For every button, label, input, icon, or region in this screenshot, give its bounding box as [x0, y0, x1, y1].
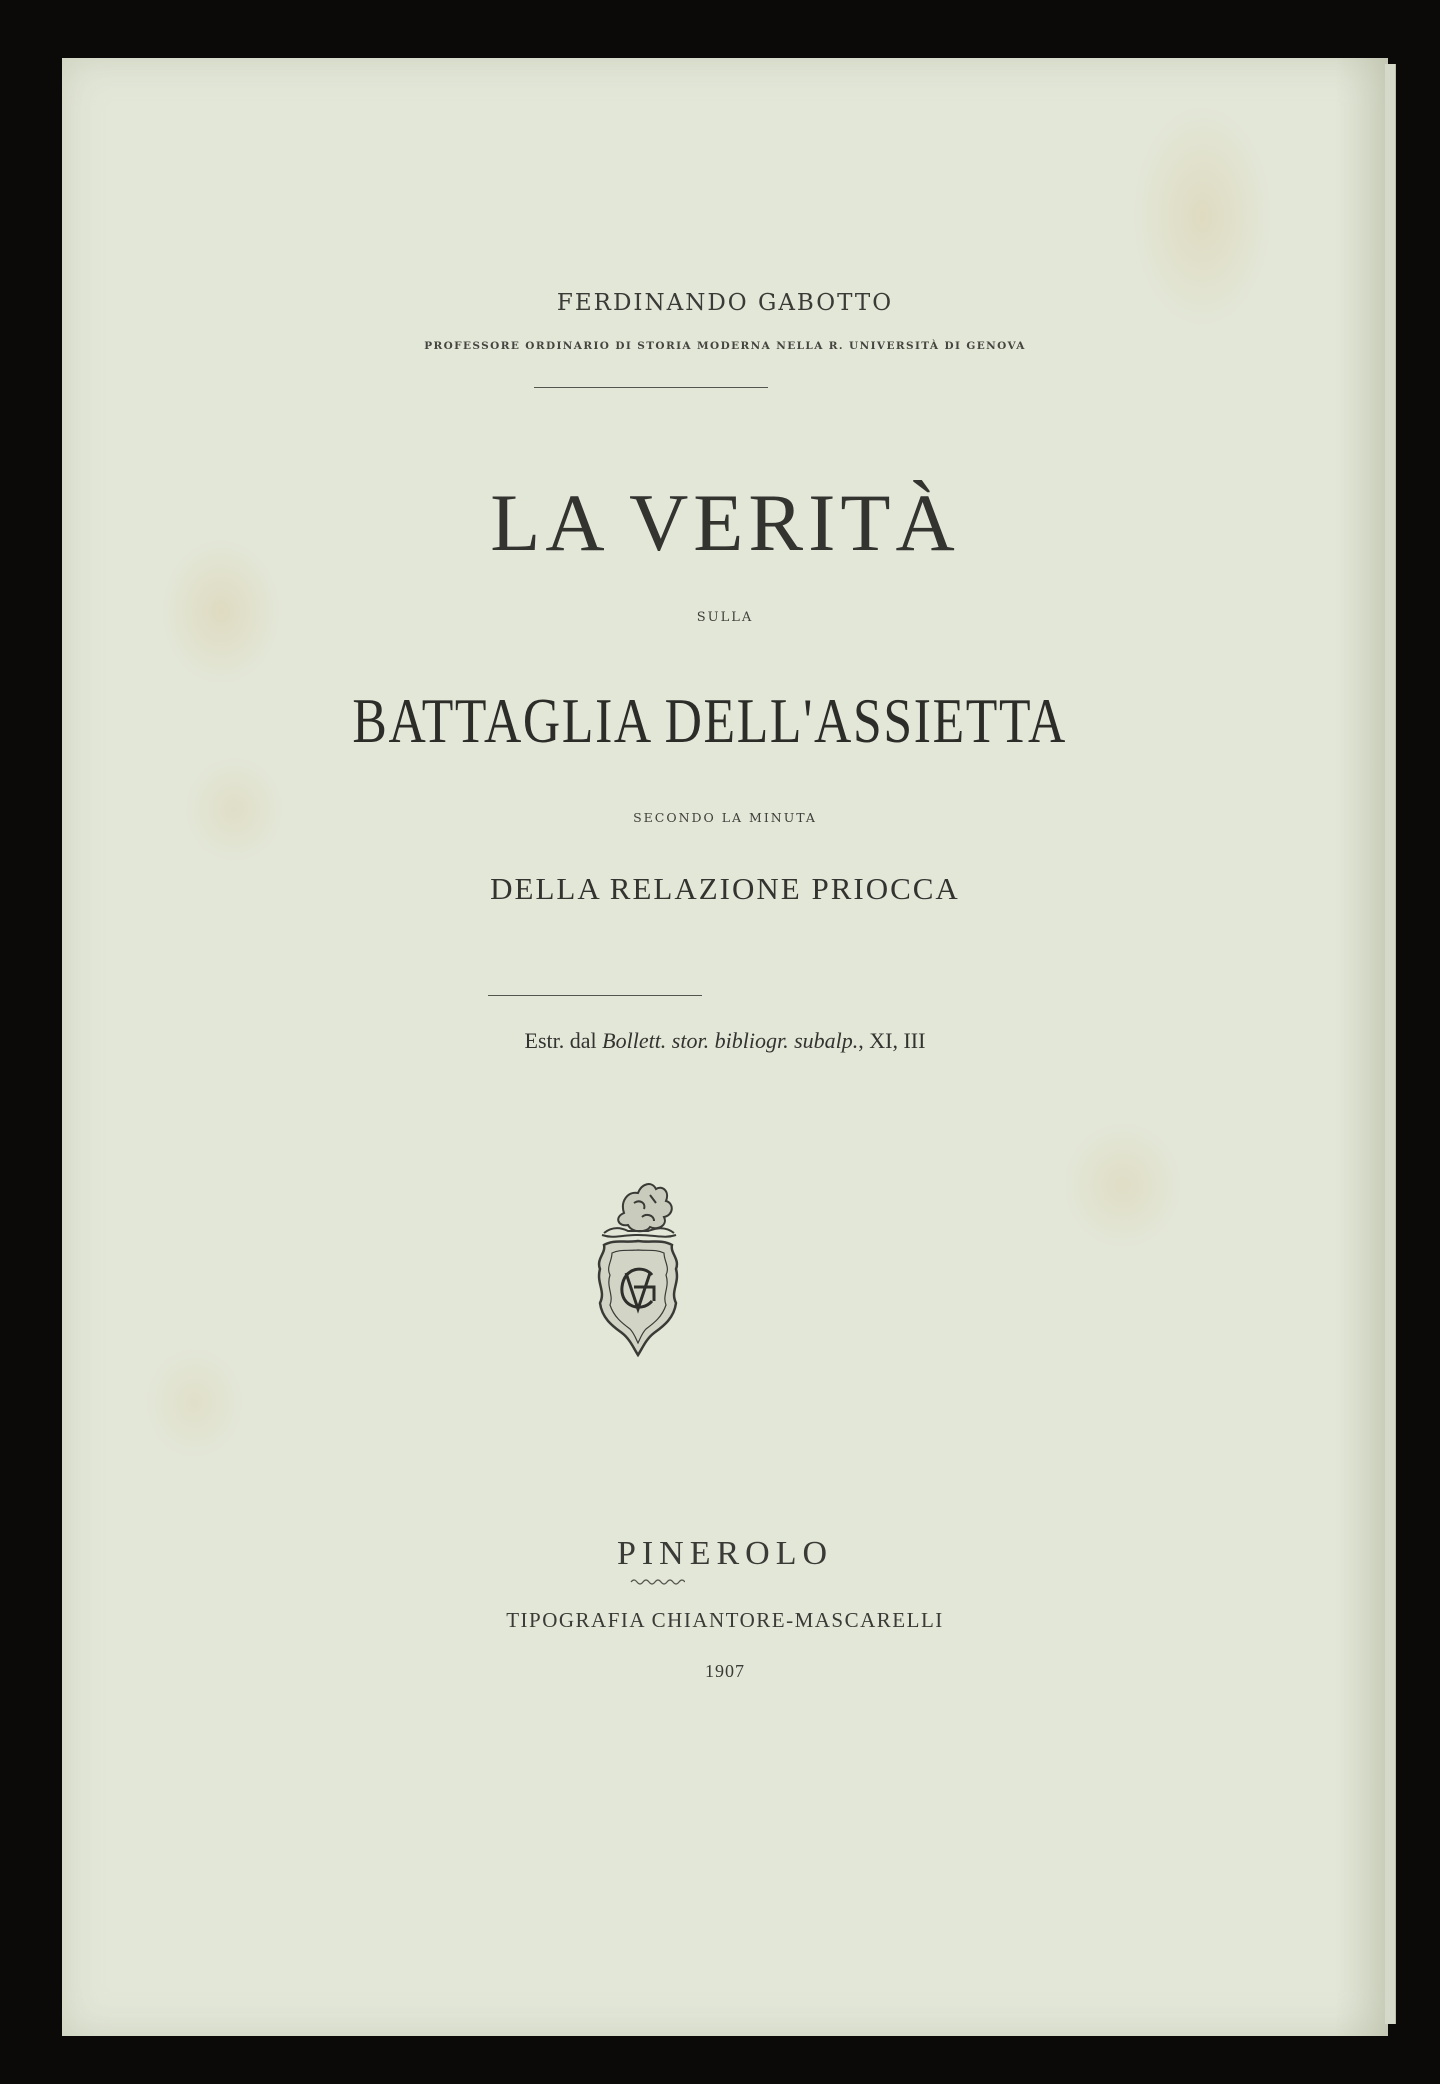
title-connector: SULLA [696, 610, 754, 625]
extract-volume: , XI, III [858, 1028, 926, 1053]
book-title: LA VERITÀ [490, 477, 960, 568]
heraldic-crest-icon [584, 1173, 692, 1363]
book-subject: BATTAGLIA DELL'ASSIETTA [352, 686, 1067, 756]
source-line: DELLA RELAZIONE PRIOCCA [490, 871, 960, 906]
extract-note [62, 1028, 1388, 1054]
publication-year: 1907 [705, 1661, 745, 1681]
ornament-squiggle-icon [629, 1578, 685, 1586]
divider-middle [488, 995, 702, 996]
extract-journal: Bollett. stor. bibliogr. subalp. [602, 1028, 859, 1053]
divider-top [534, 387, 768, 388]
author-title: PROFESSORE ORDINARIO DI STORIA MODERNA NELLA R. UNIVERSITÀ DI GENOVA [424, 340, 1026, 352]
printer-name: TIPOGRAFIA CHIANTORE-MASCARELLI [506, 1608, 944, 1632]
author-name: FERDINANDO GABOTTO [556, 290, 894, 316]
cover-page [62, 58, 1388, 2036]
extract-prefix: Estr. dal [524, 1028, 597, 1053]
according-to-line: SECONDO LA MINUTA [633, 810, 817, 825]
publication-place: PINEROLO [616, 1535, 834, 1572]
